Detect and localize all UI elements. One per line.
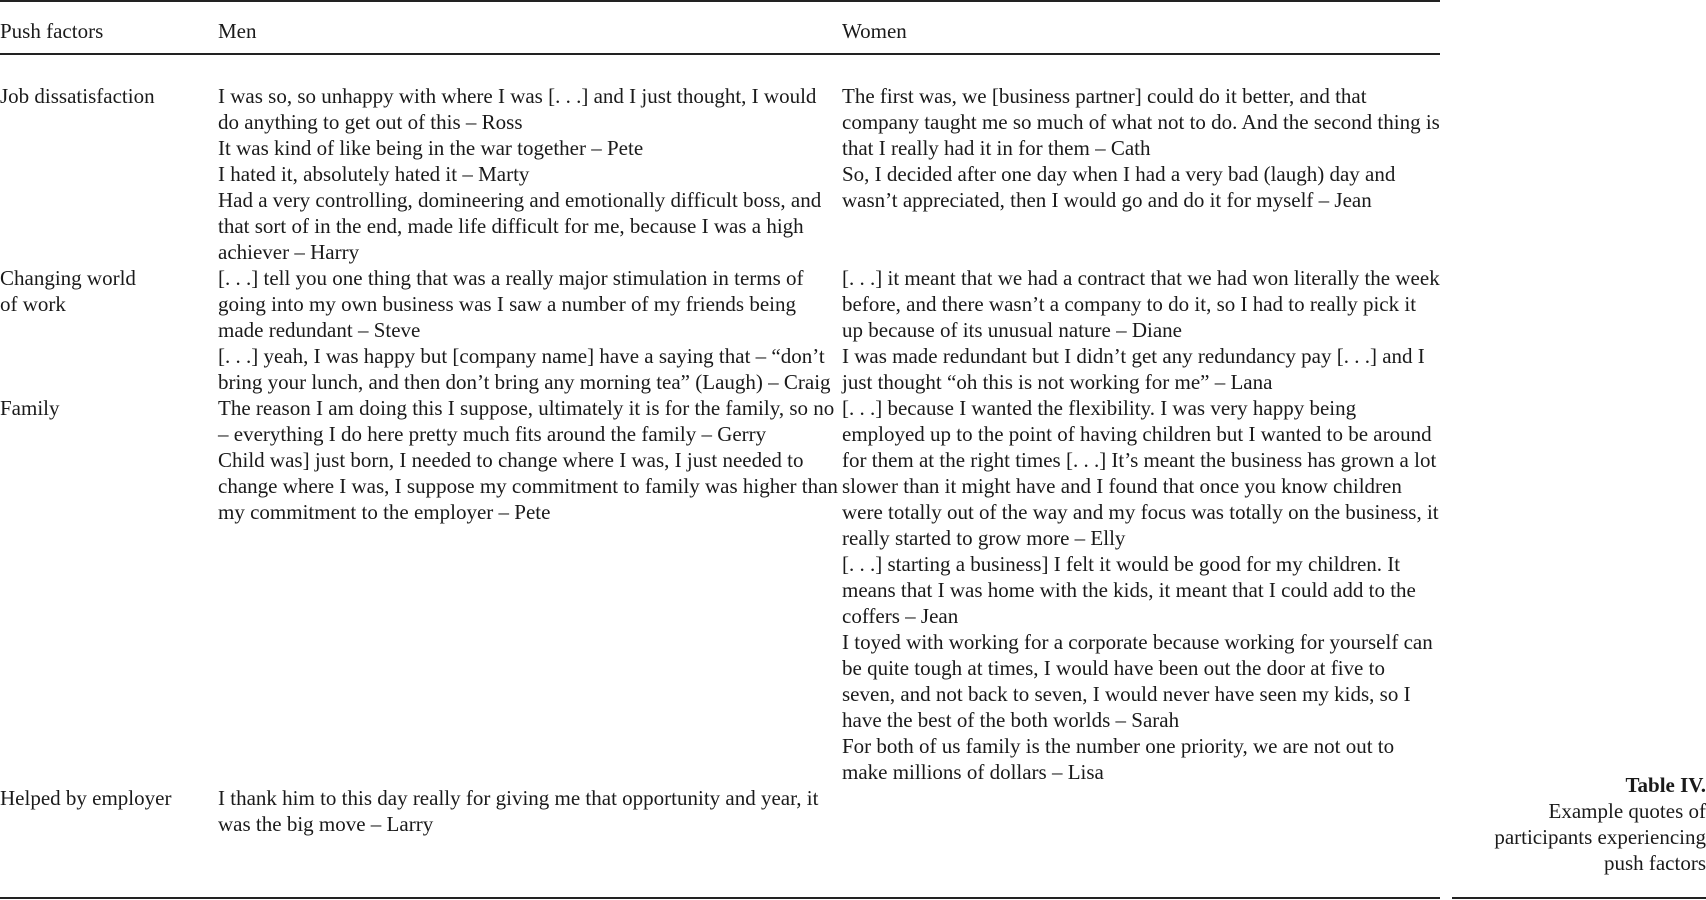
- quote: Had a very controlling, domineering and emotionally difficult boss, and that sort of in the end, made life difficult for me, because I was a high achiever – Harry: [218, 188, 822, 264]
- men-quotes-cell: [218, 70, 842, 265]
- quote: I toyed with working for a corporate because working for yourself can be quite tough at times, I would have been out the door at five to seven, and not back to seven, I would never have seen my kids, so I have the best of the both worlds – Sarah: [842, 630, 1433, 732]
- quote: It was kind of like being in the war together – Pete: [218, 136, 644, 160]
- quote: I was so, so unhappy with where I was [. . .] and I just thought, I would do anything to get out of this – Ross: [218, 84, 817, 134]
- table-caption-line: participants experiencing: [1494, 825, 1706, 849]
- women-quotes-cell: [842, 265, 1440, 395]
- table-header-row: [0, 18, 1440, 70]
- quote: Child was] just born, I needed to change where I was, I just needed to change where I was, I suppose my commitment to family was higher than my commitment to the employer – Pete: [218, 448, 838, 524]
- factor-cell: Job dissatisfaction: [0, 84, 155, 108]
- table-caption-line: push factors: [1603, 851, 1706, 875]
- men-quotes-cell: [218, 265, 842, 395]
- header-women: Women: [842, 19, 907, 43]
- table-row-changing-world-of-work: [0, 265, 1440, 395]
- men-quotes-cell: [218, 395, 842, 785]
- table-top-rule: [0, 0, 1440, 2]
- table-caption: [1446, 772, 1706, 876]
- quote: [. . .] tell you one thing that was a really major stimulation in terms of going into my own business was I saw a number of my friends being made redundant – Steve: [218, 266, 804, 342]
- men-quotes-cell: [218, 785, 842, 837]
- quote: I was made redundant but I didn’t get any redundancy pay [. . .] and I just thought “oh this is not working for me” – Lana: [842, 344, 1425, 394]
- quote: [. . .] because I wanted the flexibility. I was very happy being employed up to the point of having children but I wanted to be around for them at the right times [. . .] It’s meant the business has grown a lot slower than it might have and I found that once you know children were totally out of the way and my focus was totally on the business, it really started to grow more – Elly: [842, 396, 1439, 550]
- factor-cell: Helped by employer: [0, 786, 172, 810]
- quote: I hated it, absolutely hated it – Marty: [218, 162, 530, 186]
- header-men: Men: [218, 19, 257, 43]
- table-caption-line: Example quotes of: [1548, 799, 1706, 823]
- header-push-factors: Push factors: [0, 19, 104, 43]
- women-quotes-cell: [842, 70, 1440, 265]
- women-quotes-cell: [842, 785, 1440, 837]
- table-row-job-dissatisfaction: [0, 70, 1440, 265]
- factor-cell: Family: [0, 396, 60, 420]
- table-caption-label: Table IV.: [1625, 773, 1706, 797]
- quote: [. . .] it meant that we had a contract that we had won literally the week before, and there wasn’t a company to do it, so I had to really pick it up because of its unusual nature – Diane: [842, 266, 1440, 342]
- quote: For both of us family is the number one priority, we are not out to make millions of dollars – Lisa: [842, 734, 1395, 784]
- caption-bottom-rule: [1452, 897, 1706, 899]
- factor-cell: Changing world of work: [0, 266, 136, 316]
- women-quotes-cell: [842, 395, 1440, 785]
- quote: I thank him to this day really for giving me that opportunity and year, it was the big move – Larry: [218, 786, 819, 836]
- quote: The first was, we [business partner] could do it better, and that company taught me so much of what not to do. And the second thing is that I really had it in for them – Cath: [842, 84, 1440, 160]
- table-bottom-rule: [0, 897, 1440, 899]
- quote: [. . .] yeah, I was happy but [company name] have a saying that – “don’t bring your lunch, and then don’t bring any morning tea” (Laugh) – Craig: [218, 344, 831, 394]
- quote: So, I decided after one day when I had a very bad (laugh) day and wasn’t appreciated, then I would go and do it for myself – Jean: [842, 162, 1396, 212]
- table-row-family: [0, 395, 1440, 785]
- quote: [. . .] starting a business] I felt it would be good for my children. It means that I was home with the kids, it meant that I could add to the coffers – Jean: [842, 552, 1416, 628]
- push-factors-table: [0, 18, 1440, 837]
- table-row-helped-by-employer: [0, 785, 1440, 837]
- quote: The reason I am doing this I suppose, ultimately it is for the family, so no – everything I do here pretty much fits around the family – Gerry: [218, 396, 835, 446]
